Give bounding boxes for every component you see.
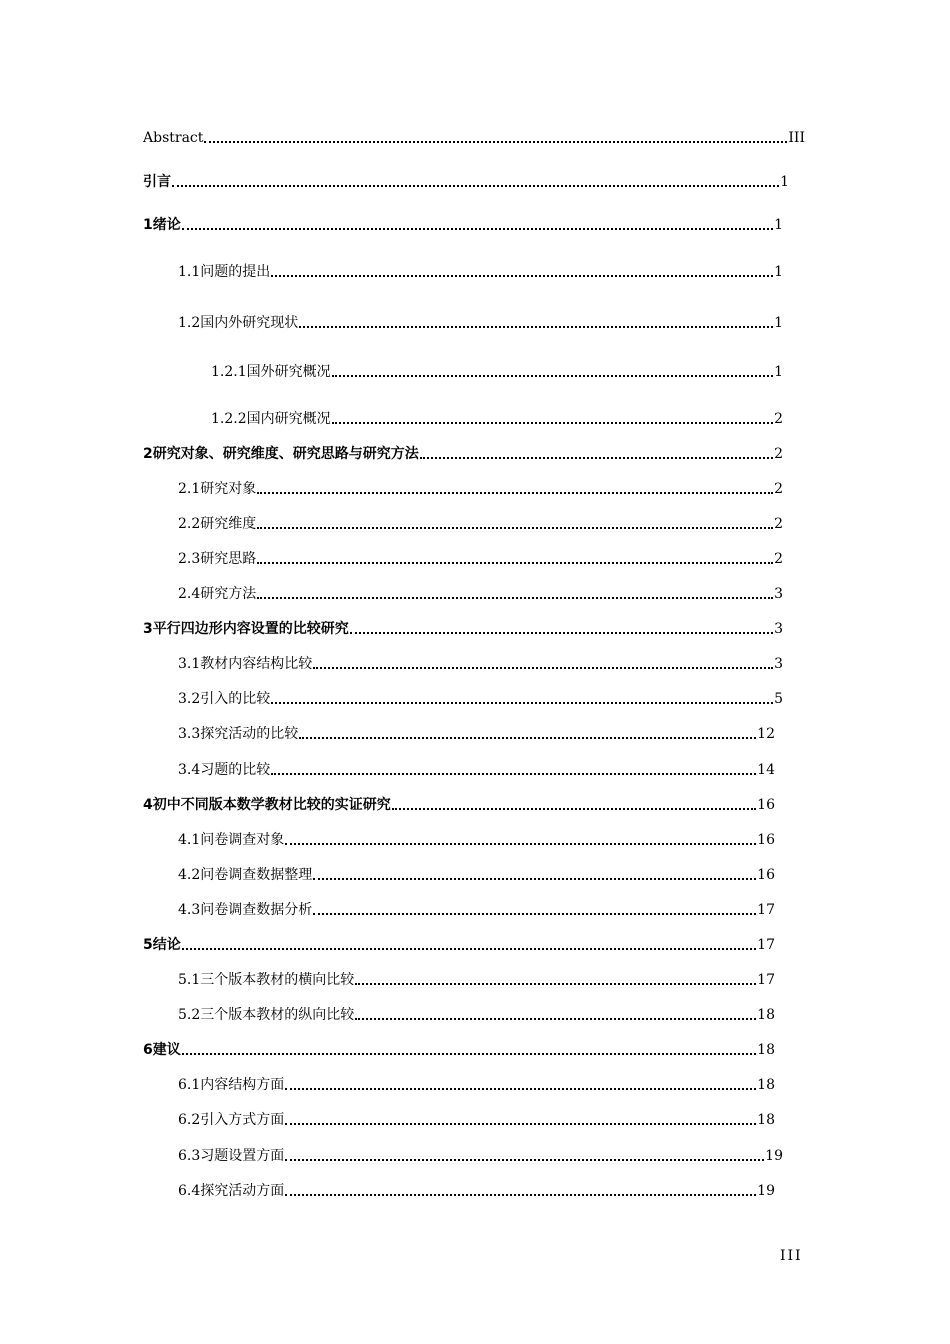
toc-entry-label: 3平行四边形内容设置的比较研究 — [143, 621, 349, 637]
toc-entry — [211, 406, 783, 428]
toc-entry-page: 17 — [757, 972, 775, 988]
toc-entry-page: 19 — [765, 1148, 783, 1164]
toc-dot-leader — [285, 1159, 764, 1161]
toc-entry-page: 2 — [774, 446, 783, 462]
toc-entry — [178, 1002, 775, 1024]
toc-entry-label: 2.2研究维度 — [178, 516, 257, 532]
toc-entry-label: 4.3问卷调查数据分析 — [178, 902, 313, 918]
toc-entry-label: 1.2.1国外研究概况 — [211, 364, 331, 380]
toc-entry-page: 16 — [757, 867, 775, 883]
toc-entry — [178, 757, 775, 779]
toc-dot-leader — [271, 702, 773, 704]
toc-entry-page: III — [788, 130, 805, 146]
toc-entry-label: 2.4研究方法 — [178, 586, 257, 602]
toc-entry-page: 16 — [757, 832, 775, 848]
toc-entry-label: 4.2问卷调查数据整理 — [178, 867, 313, 883]
toc-entry-label: 6建议 — [143, 1042, 181, 1058]
toc-dot-leader — [285, 1088, 756, 1090]
toc-entry-page: 18 — [757, 1077, 775, 1093]
toc-dot-leader — [313, 878, 756, 880]
toc-entry — [143, 932, 775, 954]
toc-entry — [178, 967, 775, 989]
toc-entry-page: 19 — [757, 1183, 775, 1199]
toc-entry — [178, 259, 783, 281]
toc-entry-page: 18 — [757, 1007, 775, 1023]
toc-entry-label: 6.3习题设置方面 — [178, 1148, 285, 1164]
toc-entry — [143, 1037, 775, 1059]
toc-entry-page: 2 — [774, 516, 783, 532]
toc-entry-label: 1绪论 — [143, 217, 181, 233]
toc-entry-page: 16 — [757, 797, 775, 813]
toc-entry — [178, 310, 783, 332]
toc-entry-page: 1 — [780, 174, 789, 190]
toc-entry-label: 6.4探究活动方面 — [178, 1183, 285, 1199]
toc-entry-label: 2.1研究对象 — [178, 481, 257, 497]
toc-entry — [178, 897, 775, 919]
toc-entry — [178, 862, 775, 884]
toc-entry-label: 3.3探究活动的比较 — [178, 726, 299, 742]
toc-dot-leader — [420, 457, 773, 459]
toc-dot-leader — [182, 948, 756, 950]
toc-entry-label: 3.4习题的比较 — [178, 762, 271, 778]
toc-entry — [143, 212, 783, 234]
toc-dot-leader — [285, 1123, 756, 1125]
toc-entry — [178, 511, 783, 533]
toc-entry — [143, 792, 775, 814]
toc-dot-leader — [257, 527, 773, 529]
toc-entry-page: 1 — [774, 315, 783, 331]
toc-entry — [143, 616, 783, 638]
toc-entry-label: 2研究对象、研究维度、研究思路与研究方法 — [143, 446, 419, 462]
toc-entry — [178, 1107, 775, 1129]
toc-dot-leader — [313, 667, 773, 669]
toc-dot-leader — [257, 597, 773, 599]
toc-entry-page: 12 — [757, 726, 775, 742]
toc-entry — [211, 359, 783, 381]
toc-entry-label: 3.1教材内容结构比较 — [178, 656, 313, 672]
toc-entry-page: 3 — [774, 621, 783, 637]
toc-entry-page: 17 — [757, 937, 775, 953]
toc-entry — [178, 1143, 783, 1165]
toc-entry-label: 5.2三个版本教材的纵向比较 — [178, 1007, 355, 1023]
toc-entry-label: 3.2引入的比较 — [178, 691, 271, 707]
toc-dot-leader — [285, 843, 756, 845]
toc-entry — [178, 686, 783, 708]
toc-entry — [178, 721, 775, 743]
toc-dot-leader — [257, 492, 773, 494]
toc-entry-label: 6.2引入方式方面 — [178, 1112, 285, 1128]
toc-dot-leader — [332, 422, 773, 424]
toc-dot-leader — [313, 913, 756, 915]
toc-dot-leader — [182, 228, 773, 230]
toc-entry — [178, 827, 775, 849]
toc-entry-label: 1.1问题的提出 — [178, 264, 271, 280]
toc-entry-page: 2 — [774, 481, 783, 497]
toc-entry-page: 2 — [774, 551, 783, 567]
toc-entry — [143, 125, 805, 147]
toc-dot-leader — [299, 737, 756, 739]
toc-entry — [178, 1178, 775, 1200]
toc-entry — [143, 441, 783, 463]
toc-dot-leader — [182, 1053, 756, 1055]
toc-entry-page: 3 — [774, 656, 783, 672]
toc-dot-leader — [355, 983, 756, 985]
toc-entry-page: 1 — [774, 364, 783, 380]
toc-dot-leader — [392, 808, 756, 810]
toc-dot-leader — [204, 141, 787, 143]
toc-entry-page: 1 — [774, 217, 783, 233]
toc-entry — [178, 1072, 775, 1094]
toc-dot-leader — [271, 773, 756, 775]
toc-entry-page: 14 — [757, 762, 775, 778]
toc-entry-label: 4初中不同版本数学教材比较的实证研究 — [143, 797, 391, 813]
toc-entry-label: 2.3研究思路 — [178, 551, 257, 567]
toc-entry-page: 5 — [774, 691, 783, 707]
toc-entry-page: 17 — [757, 902, 775, 918]
toc-entry-label: 5结论 — [143, 937, 181, 953]
toc-entry-page: 18 — [757, 1112, 775, 1128]
toc-entry-page: 3 — [774, 586, 783, 602]
toc-entry-page: 18 — [757, 1042, 775, 1058]
toc-entry-label: 1.2国内外研究现状 — [178, 315, 299, 331]
toc-entry-label: 1.2.2国内研究概况 — [211, 411, 331, 427]
toc-entry-page: 1 — [774, 264, 783, 280]
toc-dot-leader — [355, 1018, 756, 1020]
toc-entry-page: 2 — [774, 411, 783, 427]
toc-entry — [143, 169, 789, 191]
toc-entry-label: 6.1内容结构方面 — [178, 1077, 285, 1093]
toc-entry-label: Abstract — [143, 130, 204, 146]
toc-dot-leader — [257, 562, 773, 564]
toc-entry — [178, 476, 783, 498]
toc-dot-leader — [332, 375, 773, 377]
toc-entry — [178, 651, 783, 673]
page-number: III — [780, 1248, 803, 1264]
toc-dot-leader — [350, 632, 773, 634]
toc-entry-label: 引言 — [143, 174, 171, 190]
toc-dot-leader — [172, 185, 779, 187]
toc-entry-label: 4.1问卷调查对象 — [178, 832, 285, 848]
toc-entry-label: 5.1三个版本教材的横向比较 — [178, 972, 355, 988]
toc-entry — [178, 546, 783, 568]
toc-entry — [178, 581, 783, 603]
toc-dot-leader — [271, 275, 773, 277]
toc-dot-leader — [299, 326, 773, 328]
toc-dot-leader — [285, 1194, 756, 1196]
